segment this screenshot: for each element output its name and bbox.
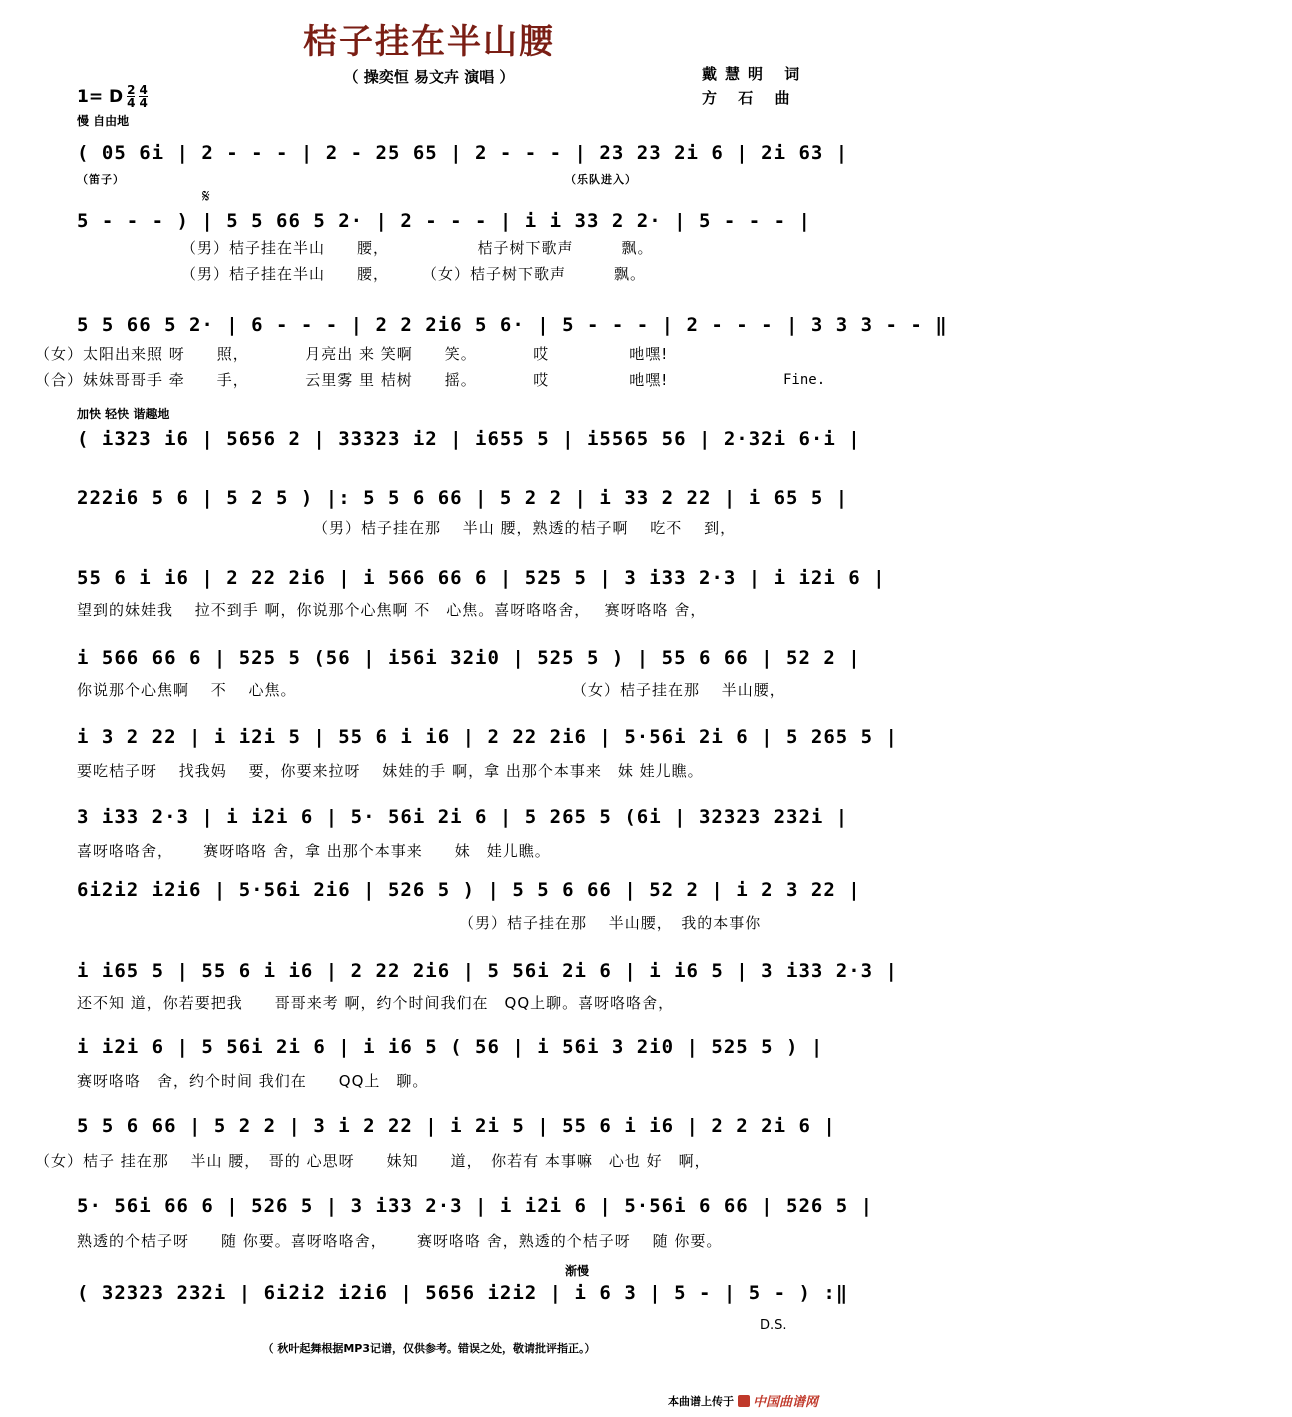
lyric-line: 喜呀咯咯舍， 赛呀咯咯 舍，拿 出那个本事来 妹 娃儿瞧。 bbox=[77, 842, 551, 860]
music-row: i i65 5 | 55 6 i i6 | 2 22 2i6 | 5 56i 2i 6 | i i6 5 | 3 i33 2·3 | bbox=[77, 960, 898, 982]
key-label: 1= D bbox=[77, 86, 124, 107]
music-row: 3 i33 2·3 | i i2i 6 | 5· 56i 2i 6 | 5 265 5 (6i | 32323 232i | bbox=[77, 806, 849, 828]
lyric-line: （女）太阳出来照 呀 照， 月亮出 来 笑啊 笑。 哎 吔嘿! bbox=[35, 345, 669, 363]
time-signature-2: 4 4 bbox=[139, 83, 148, 110]
lyric-line: 望到的妹娃我 拉不到手 啊，你说那个心焦啊 不 心焦。喜呀咯咯舍， 赛呀咯咯 舍， bbox=[77, 601, 707, 619]
tempo-marking-section2: 加快 轻快 谐趣地 bbox=[77, 407, 170, 421]
music-row: 5 5 6 66 | 5 2 2 | 3 i 2 22 | i 2i 5 | 55 6 i i6 | 2 2 2i 6 | bbox=[77, 1115, 836, 1137]
music-row: 55 6 i i6 | 2 22 2i6 | i 566 66 6 | 525 5 | 3 i33 2·3 | i i2i 6 | bbox=[77, 567, 886, 589]
lyric-line: 还不知 道，你若要把我 哥哥来考 啊，约个时间我们在 QQ上聊。喜呀咯咯舍， bbox=[77, 994, 675, 1012]
lyric-line: 你说那个心焦啊 不 心焦。 bbox=[77, 681, 297, 699]
site-logo: 中国曲谱网 bbox=[738, 1391, 818, 1410]
lyric-line: （男）桔子挂在半山 腰， 桔子树下歌声 飘。 bbox=[181, 239, 654, 257]
lyric-line: 要吃桔子呀 找我妈 要，你要来拉呀 妹娃的手 啊，拿 出那个本事来 妹 娃儿瞧。 bbox=[77, 762, 704, 780]
music-row: ( 05 6i | 2 - - - | 2 - 25 65 | 2 - - - | 23 23 2i 6 | 2i 63 | bbox=[77, 142, 849, 164]
tempo-marking-intro: 慢 自由地 bbox=[77, 114, 130, 128]
score-title: 桔子挂在半山腰 bbox=[303, 22, 555, 62]
logo-icon bbox=[738, 1395, 750, 1407]
music-row: 5· 56i 66 6 | 526 5 | 3 i33 2·3 | i i2i 6 | 5·56i 6 66 | 526 5 | bbox=[77, 1195, 874, 1217]
music-row: ( 32323 232i | 6i2i2 i2i6 | 5656 i2i2 | i 6 3 | 5 - | 5 - ) :‖ bbox=[77, 1282, 849, 1304]
music-row: i 566 66 6 | 525 5 (56 | i56i 32i0 | 525 5 ) | 55 6 66 | 52 2 | bbox=[77, 647, 861, 669]
lyric-line: 熟透的个桔子呀 随 你要。喜呀咯咯舍， 赛呀咯咯 舍，熟透的个桔子呀 随 你要。 bbox=[77, 1232, 723, 1250]
lyric-line: （女）桔子挂在那 半山腰， bbox=[572, 681, 786, 699]
music-row: i i2i 6 | 5 56i 2i 6 | i i6 5 ( 56 | i 56i 3 2i0 | 525 5 ) | bbox=[77, 1036, 824, 1058]
lyric-line: （男）桔子挂在那 半山腰， 我的本事你 bbox=[459, 914, 762, 932]
key-signature bbox=[77, 84, 148, 109]
lyricist: 戴慧明 词 bbox=[702, 65, 808, 83]
segno-icon: 𝄋 bbox=[202, 186, 210, 207]
credits bbox=[702, 62, 807, 110]
composer: 方 石 曲 bbox=[702, 89, 798, 107]
tempo-marking-end: 渐慢 bbox=[565, 1264, 590, 1278]
music-row: i 3 2 22 | i i2i 5 | 55 6 i i6 | 2 22 2i6 | 5·56i 2i 6 | 5 265 5 | bbox=[77, 726, 898, 748]
performers: （ 操奕恒 易文卉 演唱 ） bbox=[343, 68, 515, 86]
time-signature-1: 2 4 bbox=[127, 83, 136, 110]
music-row: 5 - - - ) | 5 5 66 5 2· | 2 - - - | i i 33 2 2· | 5 - - - | bbox=[77, 210, 811, 232]
ds-marking: D.S. bbox=[760, 1318, 787, 1333]
music-row: 5 5 66 5 2· | 6 - - - | 2 2 2i6 5 6· | 5 - - - | 2 - - - | 3 3 3 - - ‖ bbox=[77, 314, 948, 336]
music-row: 222i6 5 6 | 5 2 5 ) |: 5 5 6 66 | 5 2 2 | i 33 2 22 | i 65 5 | bbox=[77, 487, 849, 509]
lyric-line: （女）桔子 挂在那 半山 腰， 哥的 心思呀 妹知 道， 你若有 本事嘛 心也 好 啊， bbox=[35, 1152, 711, 1170]
music-row: 6i2i2 i2i6 | 5·56i 2i6 | 526 5 ) | 5 5 6 66 | 52 2 | i 2 3 22 | bbox=[77, 879, 861, 901]
lyric-line: （合）妹妹哥哥手 牵 手， 云里雾 里 桔树 摇。 哎 吔嘿! bbox=[35, 371, 669, 389]
upload-label: 本曲谱上传于 bbox=[668, 1394, 734, 1408]
lyric-line: （男）桔子挂在那 半山 腰，熟透的桔子啊 吃不 到， bbox=[313, 519, 737, 537]
upload-credit bbox=[668, 1391, 818, 1410]
fine-marking: Fine. bbox=[783, 372, 826, 388]
lyric-line: 赛呀咯咯 舍，约个时间 我们在 QQ上 聊。 bbox=[77, 1072, 429, 1090]
transcriber-note: （ 秋叶起舞根据MP3记谱，仅供参考。错误之处，敬请批评指正。） bbox=[262, 1342, 596, 1355]
lyric-line: （笛子） bbox=[77, 173, 125, 186]
music-row: ( i323 i6 | 5656 2 | 33323 i2 | i655 5 | i5565 56 | 2·32i 6·i | bbox=[77, 428, 861, 450]
lyric-line: （乐队进入） bbox=[565, 173, 637, 186]
lyric-line: （男）桔子挂在半山 腰， （女）桔子树下歌声 飘。 bbox=[181, 265, 647, 283]
